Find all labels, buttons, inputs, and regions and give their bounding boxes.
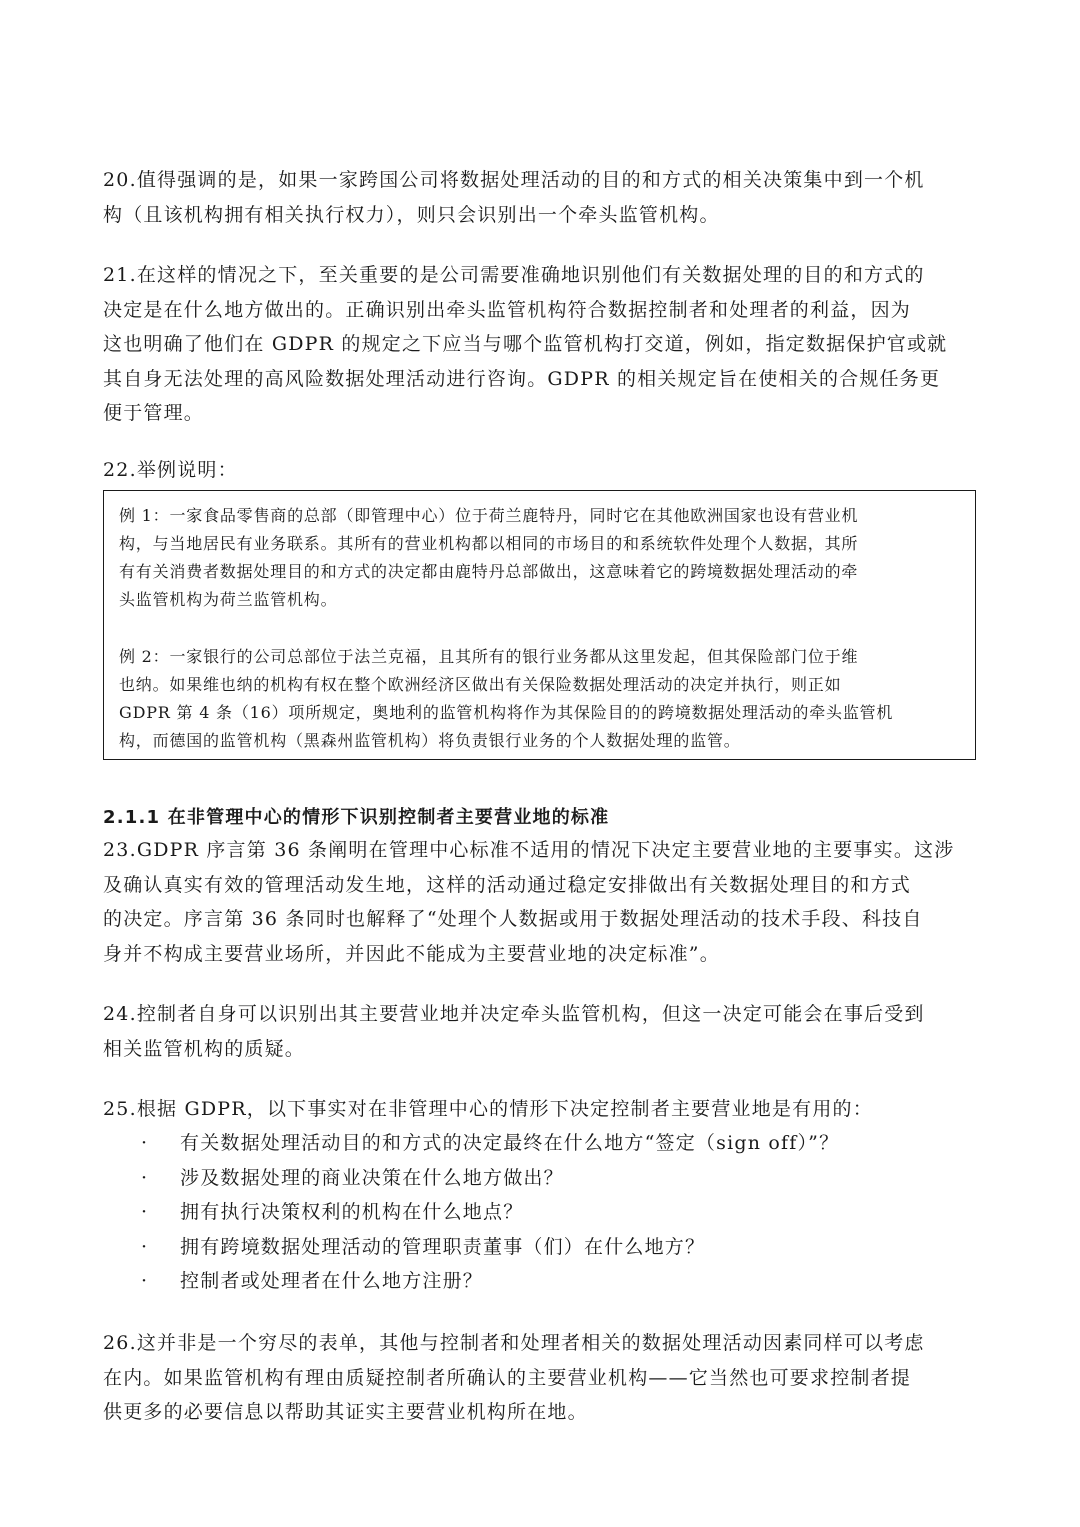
paragraph-line: 决定是在什么地方做出的。正确识别出牵头监管机构符合数据控制者和处理者的利益，因为 [103, 298, 912, 321]
list-item-text: 拥有执行决策权利的机构在什么地点？ [180, 1201, 524, 1223]
criteria-list [103, 1126, 978, 1299]
paragraph-line: 23.GDPR 序言第 36 条阐明在管理中心标准不适用的情况下决定主要营业地的主要事实。这涉 [103, 839, 955, 861]
paragraph-line: 这也明确了他们在 GDPR 的规定之下应当与哪个监管机构打交道，例如，指定数据保护官或就 [103, 333, 948, 355]
paragraph-line: 构（且该机构拥有相关执行权力），则只会识别出一个牵头监管机构。 [103, 203, 720, 226]
paragraph-line: 26.这并非是一个穷尽的表单，其他与控制者和处理者相关的数据处理活动因素同样可以考虑 [103, 1332, 925, 1354]
list-item-text: 涉及数据处理的商业决策在什么地方做出？ [180, 1166, 564, 1189]
list-item [103, 1161, 978, 1196]
paragraph-line: 便于管理。 [103, 402, 205, 424]
paragraph-23 [103, 833, 978, 971]
paragraph-line: 24.控制者自身可以识别出其主要营业地并决定牵头监管机构，但这一决定可能会在事后受到 [103, 1003, 925, 1025]
paragraph-line: 22.举例说明： [103, 459, 238, 481]
example-line: 例 1：一家食品零售商的总部（即管理中心）位于荷兰鹿特丹，同时它在其他欧洲国家也设有营业机 [119, 506, 859, 525]
paragraph-25 [103, 1092, 978, 1127]
paragraph-line: 25.根据 GDPR，以下事实对在非管理中心的情形下决定控制者主要营业地是有用的： [103, 1098, 873, 1120]
example-box [103, 490, 976, 760]
bullet-icon: · [141, 1132, 149, 1154]
paragraph-line: 供更多的必要信息以帮助其证实主要营业机构所在地。 [103, 1401, 588, 1423]
list-item-text: 拥有跨境数据处理活动的管理职责董事（们）在什么地方？ [180, 1235, 706, 1258]
list-item-text: 控制者或处理者在什么地方注册？ [180, 1270, 484, 1292]
paragraph-26 [103, 1326, 978, 1430]
bullet-icon: · [141, 1166, 149, 1189]
paragraph-21 [103, 258, 978, 431]
paragraph-line: 21.在这样的情况之下，至关重要的是公司需要准确地识别他们有关数据处理的目的和方式的 [103, 264, 925, 286]
example-line: 构，与当地居民有业务联系。其所有的营业机构都以相同的市场目的和系统软件处理个人数据，其所 [119, 534, 859, 553]
paragraph-line: 20.值得强调的是，如果一家跨国公司将数据处理活动的目的和方式的相关决策集中到一个机 [103, 169, 925, 191]
example-line: 头监管机构为荷兰监管机构。 [119, 590, 338, 609]
list-item [103, 1230, 978, 1265]
example-line: GDPR 第 4 条（16）项所规定，奥地利的监管机构将作为其保险目的的跨境数据处理活动的牵头监管机 [119, 703, 894, 722]
example-line: 构，而德国的监管机构（黑森州监管机构）将负责银行业务的个人数据处理的监管。 [119, 731, 741, 750]
paragraph-line: 及确认真实有效的管理活动发生地，这样的活动通过稳定安排做出有关数据处理目的和方式 [103, 873, 912, 896]
example-1 [119, 502, 959, 614]
bullet-icon: · [141, 1270, 149, 1292]
list-item [103, 1264, 978, 1299]
paragraph-24 [103, 997, 978, 1066]
paragraph-20 [103, 163, 978, 232]
list-item [103, 1126, 978, 1161]
paragraph-line: 的决定。序言第 36 条同时也解释了“处理个人数据或用于数据处理活动的技术手段、科技自 [103, 908, 923, 930]
example-line: 例 2：一家银行的公司总部位于法兰克福，且其所有的银行业务都从这里发起，但其保险部门位于维 [119, 647, 859, 666]
paragraph-line: 身并不构成主要营业场所，并因此不能成为主要营业地的决定标准”。 [103, 942, 720, 965]
paragraph-22 [103, 453, 978, 488]
bullet-icon: · [141, 1201, 149, 1223]
paragraph-line: 相关监管机构的质疑。 [103, 1037, 306, 1060]
example-2 [119, 643, 959, 755]
paragraph-line: 其自身无法处理的高风险数据处理活动进行咨询。GDPR 的相关规定旨在使相关的合规任务更 [103, 367, 941, 390]
example-line: 也纳。如果维也纳的机构有权在整个欧洲经济区做出有关保险数据处理活动的决定并执行，则正如 [119, 675, 842, 694]
bullet-icon: · [141, 1235, 149, 1258]
section-heading: 2.1.1 在非管理中心的情形下识别控制者主要营业地的标准 [103, 807, 610, 828]
list-item [103, 1195, 978, 1230]
list-item-text: 有关数据处理活动目的和方式的决定最终在什么地方“签定（sign off）”？ [180, 1132, 840, 1154]
example-line: 有有关消费者数据处理目的和方式的决定都由鹿特丹总部做出，这意味着它的跨境数据处理活动的牵 [119, 562, 859, 581]
paragraph-line: 在内。如果监管机构有理由质疑控制者所确认的主要营业机构——它当然也可要求控制者提 [103, 1366, 912, 1389]
